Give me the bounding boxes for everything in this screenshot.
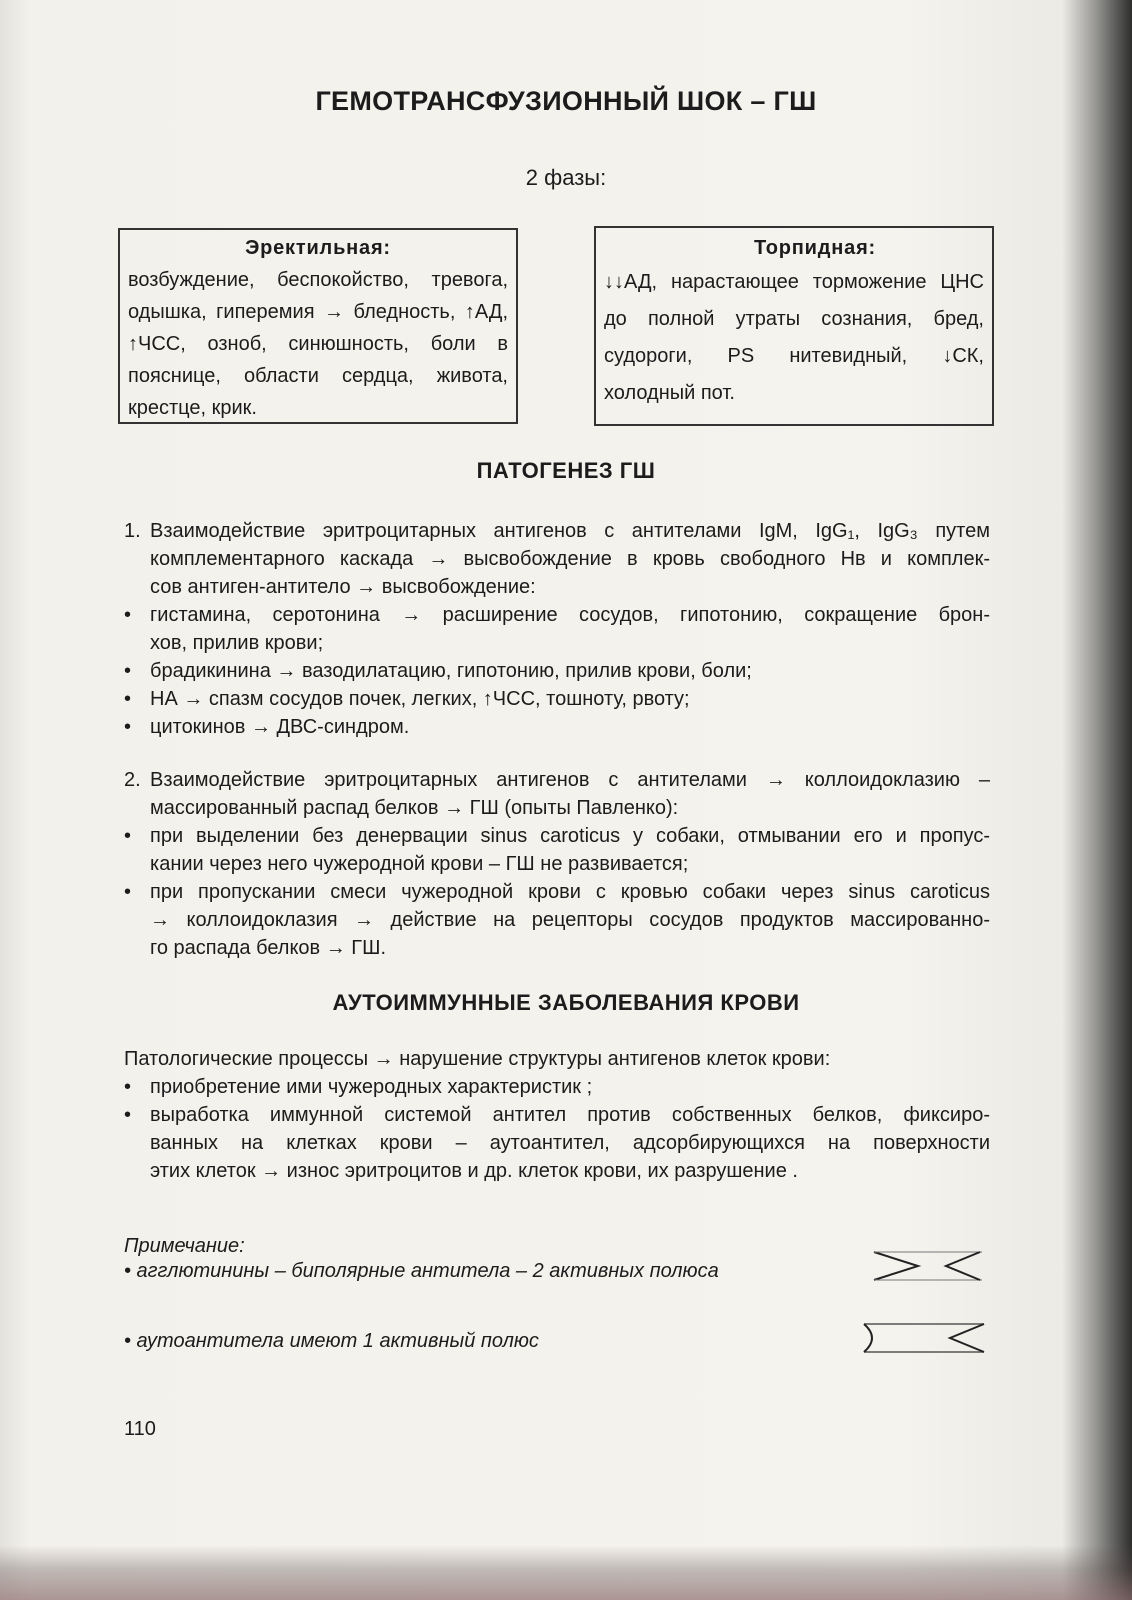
- bullet-icon: •: [124, 688, 132, 710]
- text-line: го распада белков → ГШ.: [150, 937, 386, 959]
- text-line: ванных на клетках крови – аутоантител, адсорбирующихся на поверхности: [150, 1132, 990, 1154]
- text-line: комплементарного каскада → высвобождение в кровь свободного Нв и комплек-: [150, 548, 990, 570]
- item-number: 1.: [124, 520, 141, 542]
- note-line-agglutinins: • агглютинины – биполярные антитела – 2 активных полюса: [124, 1260, 719, 1282]
- note-title: Примечание:: [124, 1235, 245, 1257]
- page-title: ГЕМОТРАНСФУЗИОННЫЙ ШОК – ГШ: [315, 86, 817, 116]
- phases-label: 2 фазы:: [525, 165, 607, 190]
- text-line: массированный распад белков → ГШ (опыты Павленко):: [150, 797, 679, 819]
- torpid-phase-text: ↓↓АД, нарастающее торможение ЦНС до полной утраты сознания, бред, судороги, PS нитевидный, ↓СК, холодный пот.: [604, 271, 984, 404]
- pathogenesis-item-2: [124, 766, 990, 962]
- text-line: этих клеток → износ эритроцитов и др. клеток крови, их разрушение .: [150, 1160, 798, 1182]
- bottom-edge-shadow: [0, 1545, 1132, 1600]
- text-line: при выделении без денервации sinus caroticus у собаки, отмывании его и пропус-: [150, 825, 990, 847]
- list-item: [124, 1073, 990, 1101]
- bullet-icon: •: [124, 604, 132, 626]
- text-line: гистамина, серотонина → расширение сосудов, гипотонию, сокращение брон-: [150, 604, 990, 626]
- list-item: [124, 713, 990, 741]
- autoimmune-heading: АУТОИММУННЫЕ ЗАБОЛЕВАНИЯ КРОВИ: [332, 990, 800, 1015]
- text-line: кании через него чужеродной крови – ГШ не развивается;: [150, 853, 689, 875]
- text-line: хов, прилив крови;: [150, 632, 324, 654]
- text-line: Взаимодействие эритроцитарных антигенов с антителами → коллоидоклазию –: [150, 769, 990, 791]
- text-line: → коллоидоклазия → действие на рецепторы сосудов продуктов массированно-: [150, 909, 990, 931]
- spine-shadow: [1062, 0, 1132, 1600]
- erectile-phase-text: возбуждение, беспокойство, тревога, одышка, гиперемия → бледность, ↑АД, ↑ЧСС, озноб, синюшность, боли в пояснице, области сердца, живота, крестце, крик.: [128, 269, 508, 419]
- autoimmune-intro: Патологические процессы → нарушение структуры антигенов клеток крови:: [124, 1048, 831, 1070]
- autoimmune-section: [124, 1045, 990, 1185]
- note-line-autoantibodies: • аутоантитела имеют 1 активный полюс: [124, 1330, 539, 1352]
- bullet-icon: •: [124, 881, 132, 903]
- text-line: Взаимодействие эритроцитарных антигенов с антителами IgM, IgG₁, IgG₃ путем: [150, 520, 990, 542]
- torpid-phase-box: [594, 226, 994, 426]
- text-line: выработка иммунной системой антител против собственных белков, фиксиро-: [150, 1104, 990, 1126]
- list-item: [124, 601, 990, 657]
- item-number: 2.: [124, 769, 141, 791]
- text-line: НА → спазм сосудов почек, легких, ↑ЧСС, тошноту, рвоту;: [150, 688, 690, 710]
- erectile-phase-box: [118, 228, 518, 424]
- list-item: [124, 685, 990, 713]
- bipolar-antibody-icon: [868, 1246, 988, 1286]
- bullet-icon: •: [124, 825, 132, 847]
- erectile-phase-title: Эректильная:: [245, 237, 391, 259]
- torpid-phase-title: Торпидная:: [754, 237, 876, 259]
- pathogenesis-item-1: [124, 517, 990, 741]
- list-item: [124, 1101, 990, 1185]
- text-line: приобретение ими чужеродных характеристик ;: [150, 1076, 593, 1098]
- bullet-icon: •: [124, 716, 132, 738]
- bullet-icon: •: [124, 660, 132, 682]
- text-line: при пропускании смеси чужеродной крови с кровью собаки через sinus caroticus: [150, 881, 990, 903]
- list-item: [124, 822, 990, 878]
- text-line: сов антиген-антитело → высвобождение:: [150, 576, 536, 598]
- text-line: цитокинов → ДВС-синдром.: [150, 716, 410, 738]
- monopolar-antibody-icon: [858, 1316, 988, 1360]
- page-number: 110: [124, 1418, 156, 1440]
- list-item: [124, 657, 990, 685]
- bullet-icon: •: [124, 1076, 132, 1098]
- text-line: брадикинина → вазодилатацию, гипотонию, прилив крови, боли;: [150, 660, 752, 682]
- pathogenesis-heading: ПАТОГЕНЕЗ ГШ: [476, 458, 656, 483]
- bullet-icon: •: [124, 1104, 132, 1126]
- list-item: [124, 878, 990, 962]
